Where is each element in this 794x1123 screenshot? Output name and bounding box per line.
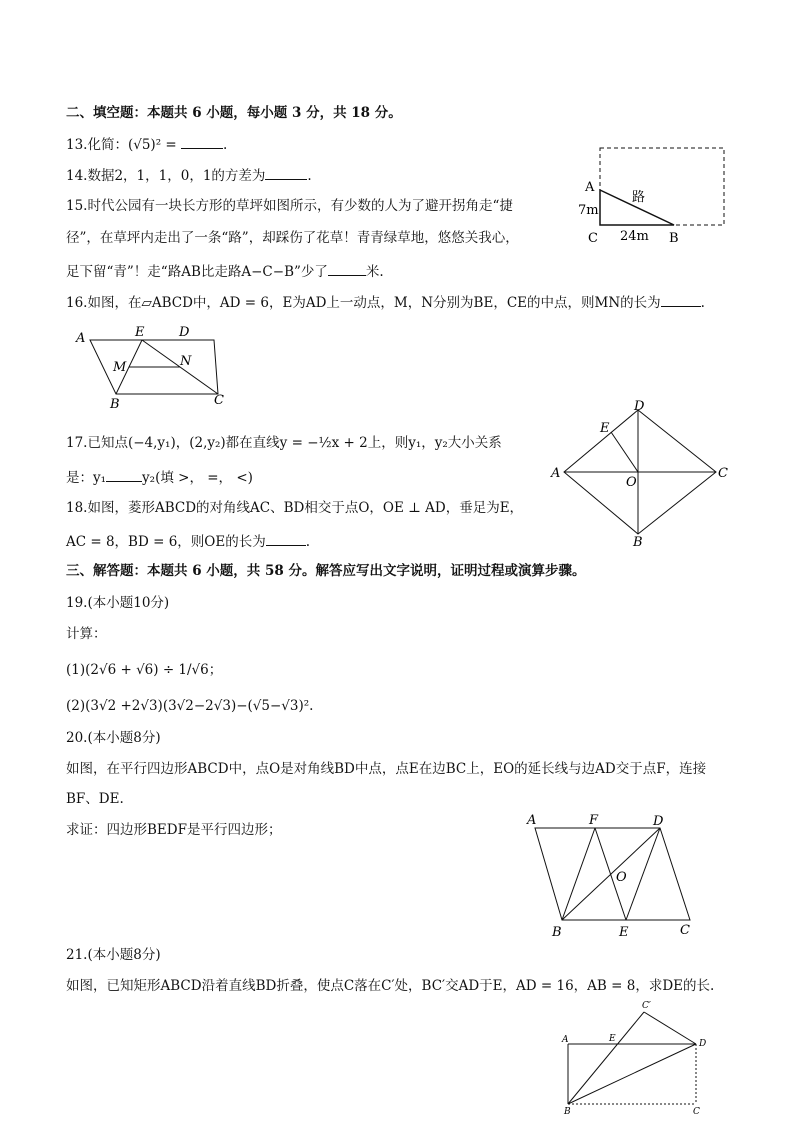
q16-end: .: [700, 295, 705, 311]
f15-label-c: C: [588, 231, 598, 246]
f20-label-e: E: [619, 925, 629, 940]
q14-text: 14.数据2，1，1，0，1的方差为: [66, 168, 266, 184]
q18-line-1: 18.如图，菱形ABCD的对角线AC、BD相交于点O，OE ⊥ AD，垂足为E，: [66, 500, 524, 516]
segment-c-prime-d: [644, 1012, 696, 1044]
f18-label-d: D: [634, 399, 645, 414]
answer-section-header: 三、解答题：本题共 6 小题，共 58 分。解答应写出文字说明，证明过程或演算步骤。: [66, 563, 586, 579]
q18-line-2: [66, 531, 310, 551]
q18-answer-blank: [266, 531, 306, 546]
q13-answer-blank: [181, 134, 223, 149]
f20-label-b: B: [552, 925, 562, 940]
segment-bc-prime: [568, 1012, 644, 1104]
q16-answer-blank: [661, 292, 701, 307]
f18-label-c: C: [718, 466, 728, 481]
q15-line-2: 径”，在草坪内走出了一条“路”，却踩伤了花草！青青绿草地，悠悠关我心，: [66, 230, 519, 246]
f20-label-d: D: [653, 814, 664, 829]
f20-label-c: C: [680, 923, 690, 938]
f16-label-m: M: [113, 360, 127, 375]
f15-label-b: B: [669, 231, 679, 246]
q15-line-1: 15.时代公园有一块长方形的草坪如图所示，有少数的人为了避开拐角走“捷: [66, 198, 513, 214]
q17-answer-blank: [106, 467, 142, 482]
q17-line-1: 17.已知点(−4,y₁)，(2,y₂)都在直线y = −½x + 2上，则y₁，y₂大小关系: [66, 435, 502, 451]
f16-label-a: A: [76, 331, 86, 346]
q17-line-2: [66, 467, 253, 487]
figure-q16-parallelogram: [72, 322, 242, 412]
q13-end: .: [223, 137, 228, 153]
segment-oe: [611, 432, 638, 472]
f18-label-a: A: [551, 466, 561, 481]
figure-q21-folded-rectangle: [556, 996, 716, 1121]
parallelogram-abcd: [535, 828, 690, 920]
question-14: [66, 165, 312, 185]
q13-text: 13.化简：(√5)² =: [66, 137, 182, 153]
f16-label-e: E: [135, 325, 145, 340]
f15-label-7m: 7m: [578, 203, 599, 218]
figure-q15-lawn: [570, 140, 740, 250]
f20-label-f: F: [589, 813, 599, 828]
q15-answer-blank: [328, 261, 366, 276]
q18-line-2-text: AC = 8，BD = 6，则OE的长为: [66, 534, 266, 550]
q21-title: 21.(本小题8分): [66, 947, 161, 963]
segment-de: [626, 828, 660, 920]
f15-label-24m: 24m: [620, 229, 649, 244]
q20-line-2: BF、DE.: [66, 791, 124, 807]
q15-line-3-text: 足下留“青”！走“路AB比走路A−C−B”少了: [66, 264, 328, 280]
f18-label-b: B: [633, 535, 643, 548]
f20-label-a: A: [527, 813, 537, 828]
q21-line-1: 如图，已知矩形ABCD沿着直线BD折叠，使点C落在C′处，BC′交AD于E，AD = 16，AB = 8，求DE的长.: [66, 978, 715, 994]
q19-part-1: (1)(2√6 + √6) ÷ 1/√6；: [66, 662, 223, 678]
f16-label-d: D: [179, 325, 190, 340]
q15-line-3-end: 米.: [365, 264, 384, 280]
q19-part-2: (2)(3√2 +2√3)(3√2−2√3)−(√5−√3)².: [66, 698, 314, 714]
q19-intro: 计算：: [66, 626, 107, 642]
f16-label-n: N: [180, 354, 192, 369]
q15-line-3: [66, 261, 384, 281]
f21-label-b: B: [564, 1107, 571, 1117]
q19-title: 19.(本小题10分): [66, 595, 170, 611]
f15-label-road: 路: [632, 190, 646, 205]
f21-label-c-prime: C′: [642, 1001, 651, 1011]
f16-label-c: C: [214, 393, 224, 408]
question-16: [66, 292, 705, 312]
f15-label-a: A: [585, 180, 595, 195]
f18-label-o: O: [626, 475, 637, 490]
fold-line-bd: [568, 1044, 696, 1104]
fill-section-header: 二、填空题：本题共 6 小题，每小题 3 分，共 18 分。: [66, 105, 402, 121]
f16-label-b: B: [110, 397, 120, 412]
q20-line-3: 求证：四边形BEDF是平行四边形；: [66, 822, 282, 838]
segment-bf: [562, 828, 595, 920]
question-13: [66, 134, 227, 154]
figure-q20-parallelogram: [520, 808, 710, 943]
f21-label-c: C: [693, 1107, 700, 1117]
figure-q18-rhombus: [548, 398, 738, 548]
q16-text: 16.如图，在▱ABCD中，AD = 6，E为AD上一动点，M，N分别为BE，CE的中点，则MN的长为: [66, 295, 661, 311]
f21-label-e: E: [609, 1034, 616, 1044]
f21-label-a: A: [562, 1035, 569, 1045]
f21-label-d: D: [699, 1039, 707, 1049]
f20-label-o: O: [616, 870, 627, 885]
q18-end: .: [305, 534, 311, 550]
f18-label-e: E: [600, 421, 610, 436]
q14-answer-blank: [265, 165, 307, 180]
q20-line-1: 如图，在平行四边形ABCD中，点O是对角线BD中点，点E在边BC上，EO的延长线与边AD交于点F，连接: [66, 761, 707, 777]
q17-line-2-start: 是：y₁: [66, 470, 107, 486]
q20-title: 20.(本小题8分): [66, 730, 161, 746]
q17-line-2-end: y₂(填 >， =， <): [142, 470, 253, 486]
q14-end: .: [307, 168, 312, 184]
